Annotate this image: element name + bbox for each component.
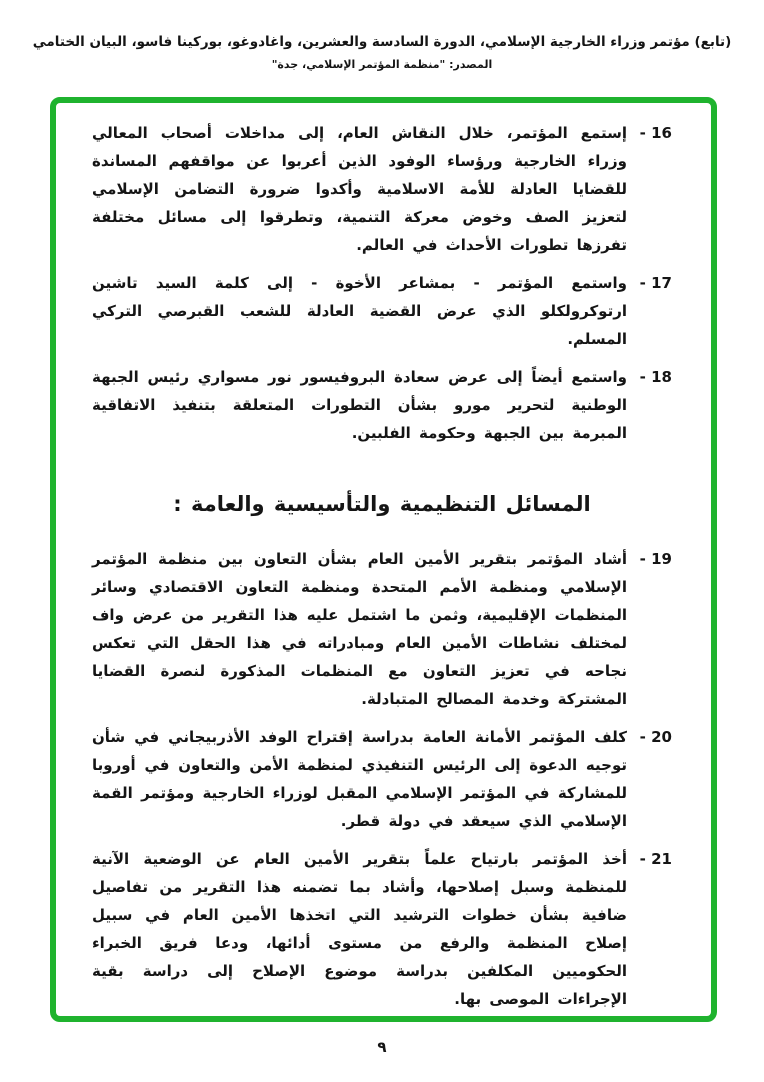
paragraph-text: أشاد المؤتمر بتقرير الأمين العام بشأن التعاون بين منظمة المؤتمر الإسلامي ومنظمة الأمم المتحدة ومنظمة التعاون الاقتصادي وسائر المنظمات الإقليمية، وثمن ما اشتمل عليه هذا التقرير من عرض واف لمختلف نشاطات الأمين العام ومبادراته في هذا الحقل التي تعكس نجاحه في تعزيز التعاون مع المنظمات المذكورة لنصرة القضايا المشتركة وخدمة المصالح المتبادلة.: [92, 550, 627, 708]
document-body: [56, 103, 711, 1016]
paragraph-18: [92, 363, 672, 447]
paragraph-17: [92, 269, 672, 353]
paragraph-number: 20 -: [639, 728, 672, 746]
paragraph-21: [92, 845, 672, 1013]
paragraph-text: واستمع المؤتمر - بمشاعر الأخوة - إلى كلمة السيد تاشين ارتوكرولكلو الذي عرض القضية العادلة للشعب القبرصي التركي المسلم.: [92, 274, 627, 348]
page-number: ٩: [377, 1038, 387, 1056]
paragraph-text: واستمع أيضاً إلى عرض سعادة البروفيسور نور مسواري رئيس الجبهة الوطنية لتحرير مورو بشأن التطورات المتعلقة بتنفيذ الاتفاقية المبرمة بين الجبهة وحكومة الفلبين.: [92, 368, 627, 442]
section-heading: المسائل التنظيمية والتأسيسية والعامة :: [173, 492, 591, 516]
paragraph-number: 17 -: [639, 274, 672, 292]
paragraph-19: [92, 545, 672, 713]
paragraph-number: 18 -: [639, 368, 672, 386]
paragraph-number: 21 -: [639, 850, 672, 868]
paragraph-text: كلف المؤتمر الأمانة العامة بدراسة إقتراح الوفد الأذربيجاني في شأن توجيه الدعوة إلى الرئيس التنفيذي لمنظمة الأمن والتعاون في أوروبا للمشاركة في المؤتمر الإسلامي المقبل لوزراء الخارجية ومؤتمر القمة الإسلامي الذي سيعقد في دولة قطر.: [92, 728, 627, 830]
paragraph-text: أخذ المؤتمر بارتياح علماً بتقرير الأمين العام عن الوضعية الآنية للمنظمة وسبل إصلاحها، وأشاد بما تضمنه هذا التقرير من تفاصيل ضافية بشأن خطوات الترشيد التي اتخذها الأمين العام في سبيل إصلاح المنظمة والرفع من مستوى أدائها، ودعا فريق الخبراء الحكوميين المكلفين بدراسة موضوع الإصلاح إلى دراسة بقية الإجراءات الموصى بها.: [92, 850, 627, 1008]
paragraph-16: [92, 119, 672, 259]
document-source: المصدر: "منظمة المؤتمر الإسلامي، جدة": [271, 58, 493, 71]
document-title: (تابع) مؤتمر وزراء الخارجية الإسلامي، الدورة السادسة والعشرين، واغادوغو، بوركينا فاسو، البيان الختامي: [32, 34, 732, 50]
paragraph-number: 19 -: [639, 550, 672, 568]
paragraph-text: إستمع المؤتمر، خلال النقاش العام، إلى مداخلات أصحاب المعالي وزراء الخارجية ورؤساء الوفود الذين أعربوا عن مواقفهم المساندة للقضايا العادلة للأمة الاسلامية وأكدوا ضرورة التضامن الإسلامي لتعزيز الصف وخوض معركة التنمية، وتطرقوا إلى مسائل مختلفة تفرزها تطورات الأحداث في العالم.: [92, 124, 627, 254]
page-header: [0, 34, 764, 71]
paragraph-20: [92, 723, 672, 835]
paragraph-number: 16 -: [639, 124, 672, 142]
